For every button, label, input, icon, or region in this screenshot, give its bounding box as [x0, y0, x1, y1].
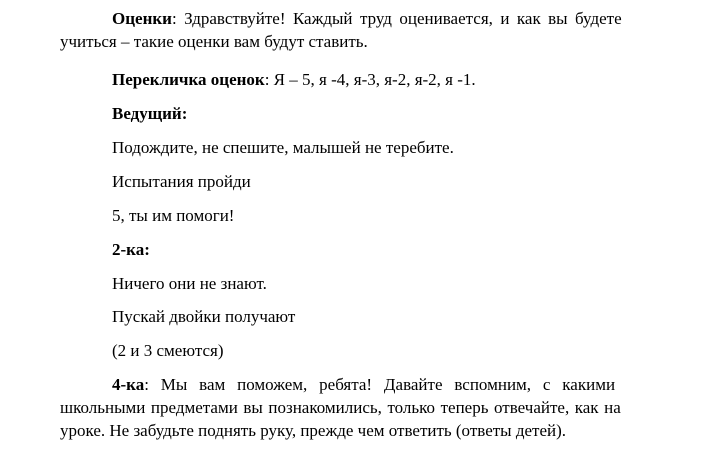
paragraph-four-help: [112, 374, 689, 396]
paragraph-text: : Мы вам поможем, ребята! Давайте вспомним, с какими: [144, 375, 616, 394]
paragraph-text: 5, ты им помоги!: [112, 206, 235, 225]
line-know-nothing: [112, 273, 689, 295]
speaker-host-label: Ведущий:: [112, 104, 188, 123]
paragraph-text: школьными предметами вы познакомились, только теперь отвечайте, как на: [60, 398, 621, 417]
speaker-host: [112, 103, 689, 125]
paragraph-text: уроке. Не забудьте поднять руку, прежде чем ответить (ответы детей).: [60, 421, 567, 440]
speaker-grades: Оценки: [112, 9, 172, 28]
line-get-twos: [112, 306, 689, 328]
speaker-roll-call: Перекличка оценок: [112, 70, 265, 89]
speaker-two-label: 2-ка:: [112, 240, 150, 259]
paragraph-text: : Здравствуйте! Каждый труд оценивается, и как вы будете: [171, 9, 622, 28]
paragraph-grades-greeting: [112, 8, 689, 30]
speaker-four: 4-ка: [112, 375, 145, 394]
paragraph-grades-greeting-cont: [60, 31, 637, 53]
paragraph-text: Подождите, не спешите, малышей не теребите.: [112, 138, 454, 157]
paragraph-text: Испытания пройди: [112, 172, 251, 191]
paragraph-text: Пускай двойки получают: [112, 307, 296, 326]
paragraph-four-help-cont2: [60, 420, 689, 442]
paragraph-text: учиться – такие оценки вам будут ставить.: [60, 32, 368, 51]
paragraph-four-help-cont1: [60, 397, 689, 419]
stage-direction-laugh: [112, 340, 689, 362]
paragraph-text: Ничего они не знают.: [112, 274, 267, 293]
line-five-help: [112, 205, 689, 227]
line-wait: [112, 137, 689, 159]
paragraph-text: (2 и 3 смеются): [112, 341, 224, 360]
speaker-two: [112, 239, 689, 261]
paragraph-text: : Я – 5, я -4, я-3, я-2, я-2, я -1.: [264, 70, 476, 89]
paragraph-roll-call: [112, 69, 689, 91]
line-tests: [112, 171, 689, 193]
